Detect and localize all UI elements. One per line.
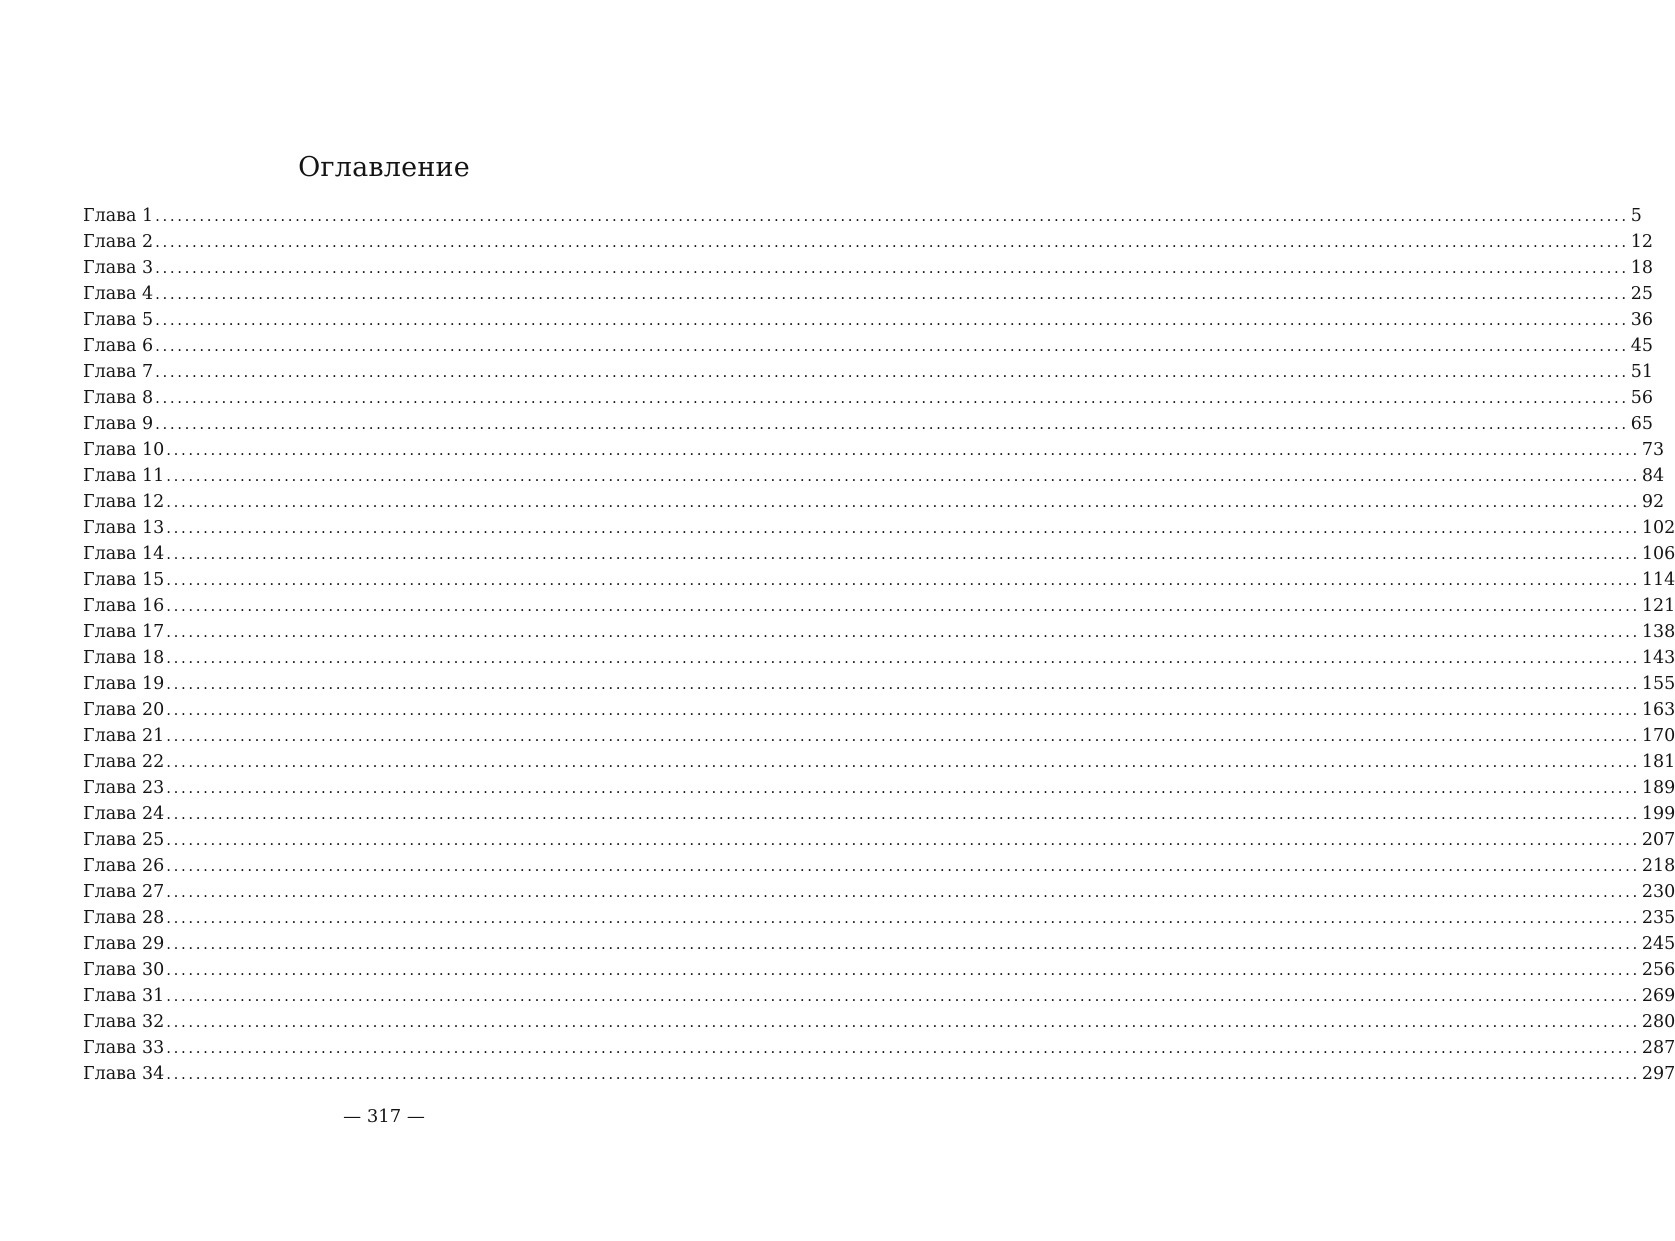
toc-entry-label: Глава 16 bbox=[83, 596, 165, 616]
toc-entry-page: 235 bbox=[1641, 908, 1675, 928]
toc-entry-label: Глава 11 bbox=[83, 466, 165, 486]
toc-entry-label: Глава 33 bbox=[83, 1038, 165, 1058]
toc-entry-label: Глава 15 bbox=[83, 570, 165, 590]
toc-entry bbox=[83, 827, 1675, 853]
toc-entry-page: 269 bbox=[1641, 986, 1675, 1006]
toc-entry-page: 106 bbox=[1641, 544, 1675, 564]
toc-entry-label: Глава 23 bbox=[83, 778, 165, 798]
toc-entry-label: Глава 30 bbox=[83, 960, 165, 980]
toc-entry bbox=[83, 333, 1654, 359]
toc-entry-label: Глава 19 bbox=[83, 674, 165, 694]
toc-entry-label: Глава 14 bbox=[83, 544, 165, 564]
toc-entry bbox=[83, 281, 1654, 307]
toc-entry-label: Глава 17 bbox=[83, 622, 165, 642]
toc-entry-page: 102 bbox=[1641, 518, 1675, 538]
toc-entry-page: 218 bbox=[1641, 856, 1675, 876]
dot-leader: ........................................................................................................................................................................................................ bbox=[166, 987, 1640, 1005]
dot-leader: ........................................................................................................................................................................................................ bbox=[166, 753, 1640, 771]
dot-leader: ........................................................................................................................................................................................................ bbox=[166, 545, 1640, 563]
dot-leader: ........................................................................................................................................................................................................ bbox=[166, 1039, 1640, 1057]
toc-entry-label: Глава 10 bbox=[83, 440, 165, 460]
toc-entry bbox=[83, 515, 1675, 541]
toc-entry-page: 121 bbox=[1641, 596, 1675, 616]
dot-leader: ........................................................................................................................................................................................................ bbox=[166, 779, 1640, 797]
toc-entry-page: 138 bbox=[1641, 622, 1675, 642]
toc-entry-label: Глава 12 bbox=[83, 492, 165, 512]
toc-entry-page: 5 bbox=[1630, 206, 1642, 226]
toc-entry bbox=[83, 1061, 1675, 1087]
toc-entry-page: 36 bbox=[1630, 310, 1654, 330]
toc-entry-label: Глава 1 bbox=[83, 206, 154, 226]
dot-leader: ........................................................................................................................................................................................................ bbox=[166, 1065, 1640, 1083]
toc-entry bbox=[83, 567, 1675, 593]
toc-entry-label: Глава 9 bbox=[83, 414, 154, 434]
toc-entry-label: Глава 8 bbox=[83, 388, 154, 408]
toc-entry-page: 287 bbox=[1641, 1038, 1675, 1058]
toc-entry-label: Глава 2 bbox=[83, 232, 154, 252]
toc-entry-label: Глава 21 bbox=[83, 726, 165, 746]
dot-leader: ........................................................................................................................................................................................................ bbox=[166, 935, 1640, 953]
toc-entry bbox=[83, 775, 1675, 801]
dot-leader: ........................................................................................................................................................................................................ bbox=[166, 831, 1640, 849]
toc-entry bbox=[83, 307, 1654, 333]
toc-entry bbox=[83, 671, 1675, 697]
toc-entry bbox=[83, 801, 1675, 827]
toc-entry-page: 163 bbox=[1641, 700, 1675, 720]
table-of-contents bbox=[83, 203, 1675, 1087]
toc-entry bbox=[83, 541, 1675, 567]
toc-entry-page: 230 bbox=[1641, 882, 1675, 902]
toc-entry bbox=[83, 411, 1654, 437]
toc-entry bbox=[83, 385, 1654, 411]
dot-leader: ........................................................................................................................................................................................................ bbox=[155, 389, 1629, 407]
dot-leader: ........................................................................................................................................................................................................ bbox=[166, 675, 1640, 693]
toc-entry-page: 181 bbox=[1641, 752, 1675, 772]
dot-leader: ........................................................................................................................................................................................................ bbox=[166, 909, 1640, 927]
dot-leader: ........................................................................................................................................................................................................ bbox=[166, 701, 1640, 719]
toc-entry-label: Глава 25 bbox=[83, 830, 165, 850]
toc-entry-label: Глава 24 bbox=[83, 804, 165, 824]
toc-entry-page: 65 bbox=[1630, 414, 1654, 434]
dot-leader: ........................................................................................................................................................................................................ bbox=[155, 259, 1629, 277]
toc-entry bbox=[83, 645, 1675, 671]
toc-entry-page: 207 bbox=[1641, 830, 1675, 850]
toc-entry-page: 245 bbox=[1641, 934, 1675, 954]
toc-entry-label: Глава 6 bbox=[83, 336, 154, 356]
toc-entry bbox=[83, 359, 1654, 385]
dot-leader: ........................................................................................................................................................................................................ bbox=[166, 649, 1640, 667]
toc-entry-page: 199 bbox=[1641, 804, 1675, 824]
toc-entry-label: Глава 7 bbox=[83, 362, 154, 382]
dot-leader: ........................................................................................................................................................................................................ bbox=[166, 961, 1640, 979]
dot-leader: ........................................................................................................................................................................................................ bbox=[166, 519, 1640, 537]
toc-entry-page: 256 bbox=[1641, 960, 1675, 980]
toc-entry-label: Глава 18 bbox=[83, 648, 165, 668]
toc-entry bbox=[83, 983, 1675, 1009]
toc-entry bbox=[83, 1035, 1675, 1061]
toc-entry-label: Глава 13 bbox=[83, 518, 165, 538]
toc-entry-page: 51 bbox=[1630, 362, 1654, 382]
toc-entry bbox=[83, 905, 1675, 931]
toc-entry-page: 18 bbox=[1630, 258, 1654, 278]
toc-entry bbox=[83, 619, 1675, 645]
toc-entry-page: 73 bbox=[1641, 440, 1665, 460]
dot-leader: ........................................................................................................................................................................................................ bbox=[155, 311, 1629, 329]
toc-entry-page: 170 bbox=[1641, 726, 1675, 746]
dot-leader: ........................................................................................................................................................................................................ bbox=[166, 1013, 1640, 1031]
dot-leader: ........................................................................................................................................................................................................ bbox=[166, 623, 1640, 641]
toc-entry-label: Глава 3 bbox=[83, 258, 154, 278]
toc-entry bbox=[83, 255, 1654, 281]
dot-leader: ........................................................................................................................................................................................................ bbox=[166, 571, 1640, 589]
toc-entry bbox=[83, 489, 1665, 515]
page-title: Оглавление bbox=[298, 152, 470, 183]
toc-entry-page: 297 bbox=[1641, 1064, 1675, 1084]
toc-entry bbox=[83, 749, 1675, 775]
toc-entry-label: Глава 29 bbox=[83, 934, 165, 954]
dot-leader: ........................................................................................................................................................................................................ bbox=[166, 727, 1640, 745]
toc-entry-page: 92 bbox=[1641, 492, 1665, 512]
toc-entry bbox=[83, 957, 1675, 983]
toc-entry bbox=[83, 723, 1675, 749]
dot-leader: ........................................................................................................................................................................................................ bbox=[166, 441, 1640, 459]
dot-leader: ........................................................................................................................................................................................................ bbox=[166, 493, 1640, 511]
toc-entry-label: Глава 22 bbox=[83, 752, 165, 772]
dot-leader: ........................................................................................................................................................................................................ bbox=[155, 207, 1629, 225]
toc-entry bbox=[83, 931, 1675, 957]
toc-entry-page: 12 bbox=[1630, 232, 1654, 252]
toc-entry-page: 25 bbox=[1630, 284, 1654, 304]
toc-entry bbox=[83, 463, 1665, 489]
toc-entry bbox=[83, 203, 1642, 229]
toc-entry bbox=[83, 853, 1675, 879]
dot-leader: ........................................................................................................................................................................................................ bbox=[166, 467, 1640, 485]
toc-entry bbox=[83, 1009, 1675, 1035]
toc-entry-label: Глава 26 bbox=[83, 856, 165, 876]
dot-leader: ........................................................................................................................................................................................................ bbox=[155, 233, 1629, 251]
toc-entry bbox=[83, 437, 1665, 463]
toc-entry-label: Глава 31 bbox=[83, 986, 165, 1006]
toc-entry-label: Глава 27 bbox=[83, 882, 165, 902]
dot-leader: ........................................................................................................................................................................................................ bbox=[155, 337, 1629, 355]
toc-entry bbox=[83, 229, 1654, 255]
dot-leader: ........................................................................................................................................................................................................ bbox=[166, 805, 1640, 823]
dot-leader: ........................................................................................................................................................................................................ bbox=[155, 415, 1629, 433]
page-number: — 317 — bbox=[343, 1106, 425, 1127]
dot-leader: ........................................................................................................................................................................................................ bbox=[155, 363, 1629, 381]
toc-entry-page: 56 bbox=[1630, 388, 1654, 408]
dot-leader: ........................................................................................................................................................................................................ bbox=[166, 883, 1640, 901]
toc-entry-label: Глава 34 bbox=[83, 1064, 165, 1084]
toc-entry bbox=[83, 593, 1675, 619]
toc-entry-label: Глава 20 bbox=[83, 700, 165, 720]
toc-entry-label: Глава 4 bbox=[83, 284, 154, 304]
toc-entry-page: 114 bbox=[1641, 570, 1675, 590]
toc-entry bbox=[83, 697, 1675, 723]
dot-leader: ........................................................................................................................................................................................................ bbox=[155, 285, 1629, 303]
toc-entry-page: 155 bbox=[1641, 674, 1675, 694]
toc-entry-page: 45 bbox=[1630, 336, 1654, 356]
toc-entry-label: Глава 28 bbox=[83, 908, 165, 928]
toc-entry-page: 280 bbox=[1641, 1012, 1675, 1032]
toc-entry-label: Глава 5 bbox=[83, 310, 154, 330]
toc-entry-label: Глава 32 bbox=[83, 1012, 165, 1032]
dot-leader: ........................................................................................................................................................................................................ bbox=[166, 857, 1640, 875]
toc-entry-page: 143 bbox=[1641, 648, 1675, 668]
toc-entry bbox=[83, 879, 1675, 905]
toc-entry-page: 189 bbox=[1641, 778, 1675, 798]
toc-entry-page: 84 bbox=[1641, 466, 1665, 486]
dot-leader: ........................................................................................................................................................................................................ bbox=[166, 597, 1640, 615]
